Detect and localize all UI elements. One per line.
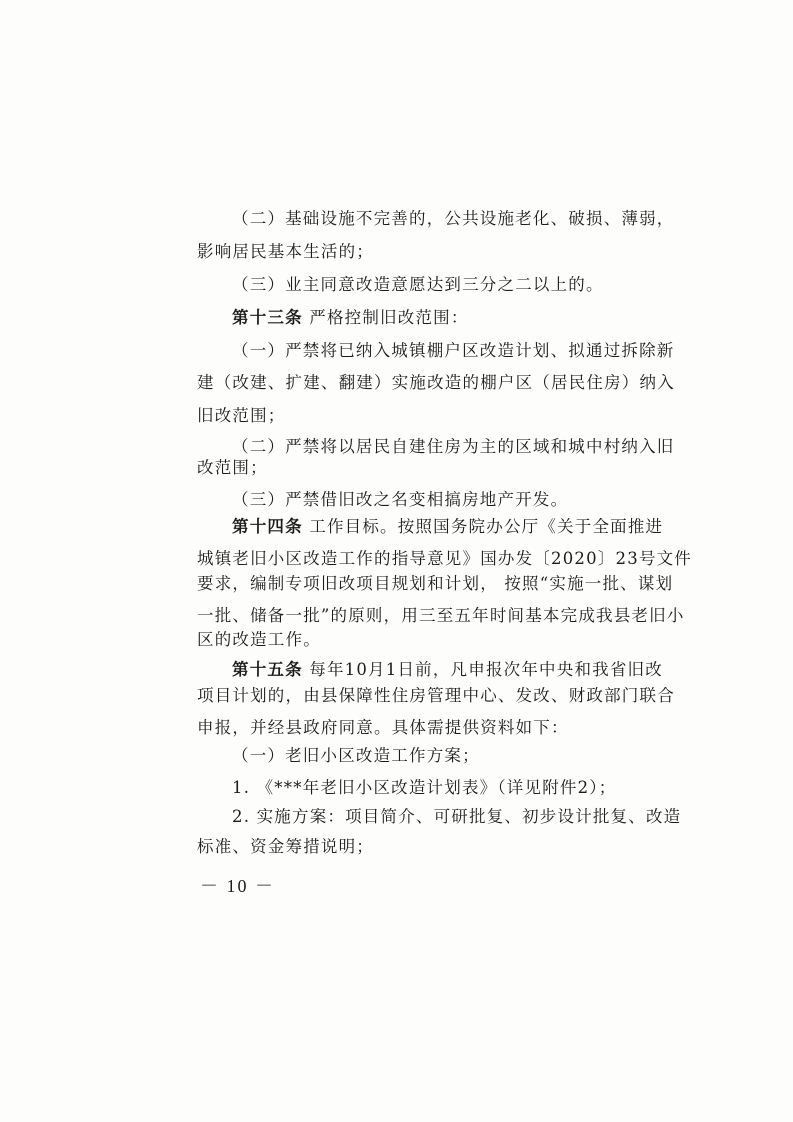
text-line-10: （三）严禁借旧改之名变相搞房地产开发。	[232, 490, 569, 509]
text-line-5: （一）严禁将已纳入城镇棚户区改造计划、拟通过拆除新	[232, 341, 675, 360]
article-15-heading: 第十五条 每年10月1日前，凡申报次年中央和我省旧改	[232, 660, 663, 679]
text-line-19: （一）老旧小区改造工作方案；	[232, 746, 480, 765]
article-13-heading: 第十三条 严格控制旧改范围：	[232, 308, 469, 327]
text-line-18: 申报，并经县政府同意。具体需提供资料如下：	[197, 718, 569, 737]
article-14-label: 第十四条	[232, 517, 303, 536]
text-line-9: 改范围；	[197, 458, 268, 477]
text-line-2: 影响居民基本生活的；	[197, 242, 374, 261]
text-line-1: （二）基础设施不完善的，公共设施老化、破损、薄弱，	[232, 209, 675, 228]
text-line-21: 2. 实施方案：项目简介、可研批复、初步设计批复、改造	[232, 807, 682, 826]
text-line-17: 项目计划的，由县保障性住房管理中心、发改、财政部门联合	[197, 686, 675, 705]
text-line-22: 标准、资金筹措说明；	[197, 837, 374, 856]
text-line-3: （三）业主同意改造意愿达到三分之二以上的。	[232, 275, 604, 294]
article-14-heading: 第十四条 工作目标。按照国务院办公厅《关于全面推进	[232, 517, 664, 536]
page-number: － 10 －	[200, 876, 275, 896]
text-line-6: 建（改建、扩建、翻建）实施改造的棚户区（居民住房）纳入	[197, 373, 675, 392]
article-13-label: 第十三条	[232, 308, 303, 327]
text-line-12: 城镇老旧小区改造工作的指导意见》国办发〔2020〕23号文件	[197, 549, 692, 568]
text-line-8: （二）严禁将以居民自建住房为主的区域和城中村纳入旧	[232, 437, 675, 456]
text-line-15: 区的改造工作。	[197, 630, 321, 649]
text-line-7: 旧改范围；	[197, 406, 286, 425]
text-line-13: 要求，编制专项旧改项目规划和计划， 按照“实施一批、谋划	[197, 574, 674, 593]
text-line-20: 1. 《***年老旧小区改造计划表》（详见附件2）；	[232, 778, 617, 797]
article-15-label: 第十五条	[232, 660, 303, 679]
text-line-14: 一批、储备一批”的原则，用三至五年时间基本完成我县老旧小	[197, 606, 685, 625]
